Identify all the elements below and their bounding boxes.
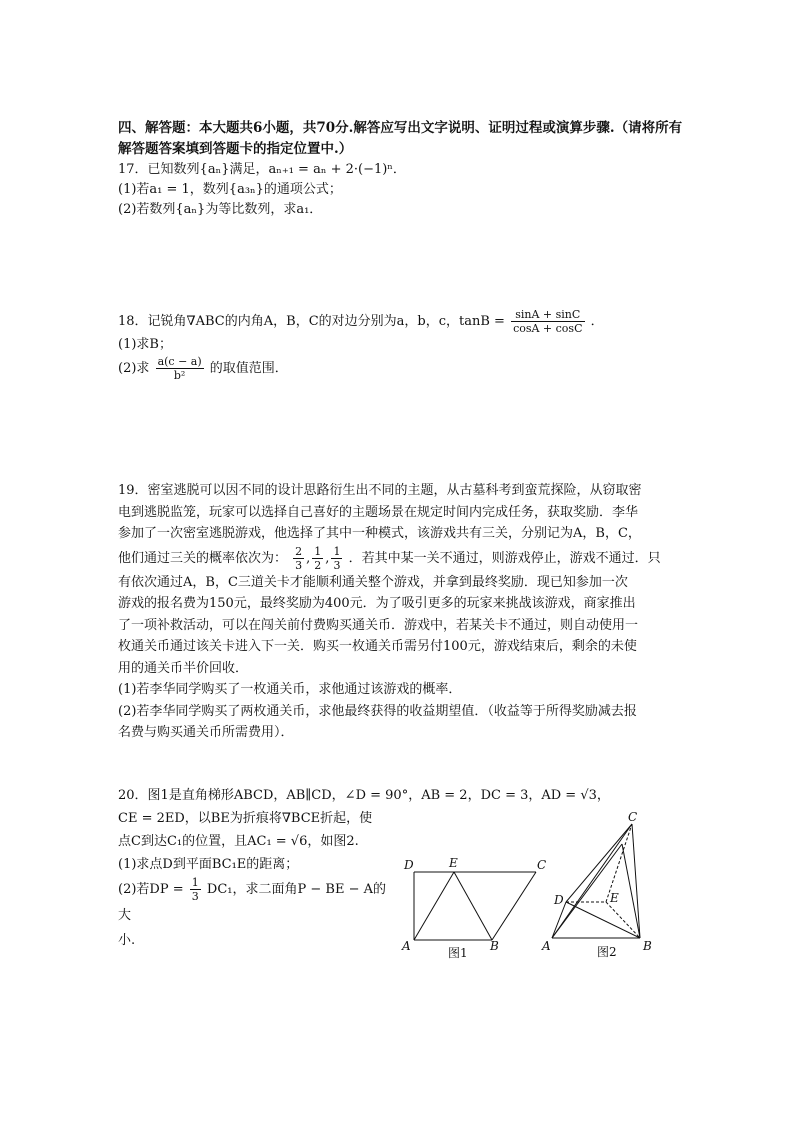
fig2-hidden-eb <box>606 902 640 938</box>
q18-frac-denominator: cosA + cosC <box>513 322 583 335</box>
question-20 <box>118 784 683 807</box>
q20-line2: CE = 2ED，以BE为折痕将∇BCE折起，使 <box>118 811 373 826</box>
fig1-label-d: D <box>404 858 414 872</box>
q18-part2-denominator: b² <box>173 369 186 382</box>
q20-line3: 点C到达C₁的位置，且AC₁ = √6，如图2. <box>118 834 359 849</box>
q20-part2-end: 小. <box>118 933 136 948</box>
fig2-label-e: E <box>610 891 619 905</box>
q20-part2 <box>118 876 393 929</box>
q18-stem-end: ． <box>590 314 604 329</box>
q20-part2-num: 1 <box>191 876 199 889</box>
q19-line1: 19．密室逃脱可以因不同的设计思路衍生出不同的主题，从古墓科考到蛮荒探险，从窃取密 <box>118 483 642 498</box>
q19-prob-a-num: 2 <box>295 544 303 558</box>
fig1-edge-bc <box>492 872 536 940</box>
q19-line7: 了一项补救活动，可以在闯关前付费购买通关币．游戏中，若某关卡不通过，则自动使用一 <box>118 617 639 633</box>
q18-part1: (1)求B； <box>118 337 172 352</box>
q18-stem <box>118 308 683 335</box>
fig2-label-a: A <box>542 939 551 953</box>
fig1-label-c: C <box>537 858 547 872</box>
q19-prob-a <box>293 545 304 572</box>
q19-prob-b-num: 1 <box>314 544 322 558</box>
q19-part2-line2: 名费与购买通关币所需费用）． <box>118 725 294 740</box>
fig2-edge-cb <box>632 824 640 938</box>
q19-prob-c-num: 1 <box>333 544 341 558</box>
q17-stem: 17．已知数列{aₙ}满足，aₙ₊₁ = aₙ + 2·(−1)ⁿ． <box>118 162 406 177</box>
q20-part2-suffix: DC₁，求二面角P − BE − A的大 <box>118 882 386 923</box>
q20-part2-den: 3 <box>191 890 199 903</box>
fig2-edge-ad <box>552 902 566 938</box>
fig2-label-d: D <box>554 893 564 907</box>
q18-part2-prefix: (2)求 <box>118 361 150 376</box>
q19-line4: 他们通过三关的概率依次为： $\frac{2}{3}$ , $\frac{1}{2}$ , $\frac{1}{3}$ ．若其中某一关不通过，则游戏停止，游戏不通过．只 <box>118 544 661 572</box>
question-17 <box>118 160 683 220</box>
figure-1-trapezoid <box>398 850 548 965</box>
question-19 <box>118 480 683 744</box>
q18-part2-suffix: 的取值范围． <box>209 361 288 376</box>
q18-tan-fraction <box>511 308 584 335</box>
fig2-edge-dc <box>566 824 632 902</box>
q20-part2-prefix: (2)若DP = <box>118 882 184 897</box>
q18-frac-numerator: sinA + sinC <box>511 308 584 322</box>
q20-part1: (1)求点D到平面BC₁E的距离； <box>118 857 299 872</box>
q17-part2: (2)若数列{aₙ}为等比数列，求a₁． <box>118 202 323 217</box>
q19-part1: (1)若李华同学购买了一枚通关币，求他通过该游戏的概率． <box>118 682 462 697</box>
q17-part1: (1)若a₁ = 1，数列{a₃ₙ}的通项公式； <box>118 182 342 197</box>
section-header-text: 四、解答题：本大题共6小题，共70分.解答应写出文字说明、证明过程或演算步骤.（请将所有解答题答案填到答题卡的指定位置中.） <box>118 120 683 157</box>
q19-line4-prefix: 他们通过三关的概率依次为： <box>118 550 288 566</box>
q18-part2-fraction <box>156 355 204 382</box>
q19-prob-c-den: 3 <box>333 558 341 572</box>
fig1-edge-eb <box>454 872 492 940</box>
q19-part2-line1: (2)若李华同学购买了两枚通关币，求他最终获得的收益期望值．（收益等于所得奖励减去报 <box>118 703 637 719</box>
q18-part2 <box>118 355 683 382</box>
fig2-label-c: C <box>628 810 638 824</box>
fig2-edge-eb <box>622 844 640 938</box>
fig1-label-e: E <box>449 856 458 870</box>
q18-part2-numerator: a(c − a) <box>157 355 202 368</box>
q19-line4-suffix: ．若其中某一关不通过，则游戏停止，游戏不通过．只 <box>348 550 661 566</box>
q19-line2: 电到逃脱监笼，玩家可以选择自己喜好的主题场景在规定时间内完成任务，获取奖励．李华 <box>118 504 639 520</box>
q19-prob-a-den: 3 <box>295 558 303 572</box>
q19-line3: 参加了一次密室逃脱游戏，他选择了其中一种模式，该游戏共有三关，分别记为A，B，C， <box>118 526 641 541</box>
q19-line5: 有依次通过A，B，C三道关卡才能顺利通关整个游戏，并拿到最终奖励．现已知参加一次 <box>118 574 628 590</box>
fig1-label-a: A <box>402 939 411 953</box>
figure-2-pyramid <box>540 810 665 960</box>
q19-line9: 用的通关币半价回收． <box>118 660 249 676</box>
q20-part2-fraction <box>190 876 201 903</box>
fig1-edge-ae <box>414 872 454 940</box>
fig2-label-b: B <box>643 939 652 953</box>
fig1-label-b: B <box>490 939 499 953</box>
fig2-caption: 图2 <box>597 945 617 959</box>
q19-line6: 游戏的报名费为150元，最终奖励为400元．为了吸引更多的玩家来挑战该游戏，商家推出 <box>118 596 636 611</box>
q20-line1: 20．图1是直角梯形ABCD，AB∥CD，∠D = 90°，AB = 2，DC = 3，AD = √3， <box>118 788 610 803</box>
q19-prob-c <box>331 545 342 572</box>
fig2-edge-db <box>566 902 640 938</box>
q19-prob-b <box>312 545 323 572</box>
fig2-edge-ac <box>552 824 632 938</box>
fig1-caption: 图1 <box>448 946 468 960</box>
section-header <box>118 118 683 160</box>
q19-prob-b-den: 2 <box>314 558 322 572</box>
question-18 <box>118 308 683 382</box>
q19-line8: 枚通关币通过该关卡进入下一关．购买一枚通关币需另付100元，游戏结束后，剩余的未使 <box>118 639 637 654</box>
q18-stem-text: 18．记锐角∇ABC的内角A，B，C的对边分别为a，b，c，tanB = <box>118 314 505 329</box>
question-20-body <box>118 807 393 952</box>
